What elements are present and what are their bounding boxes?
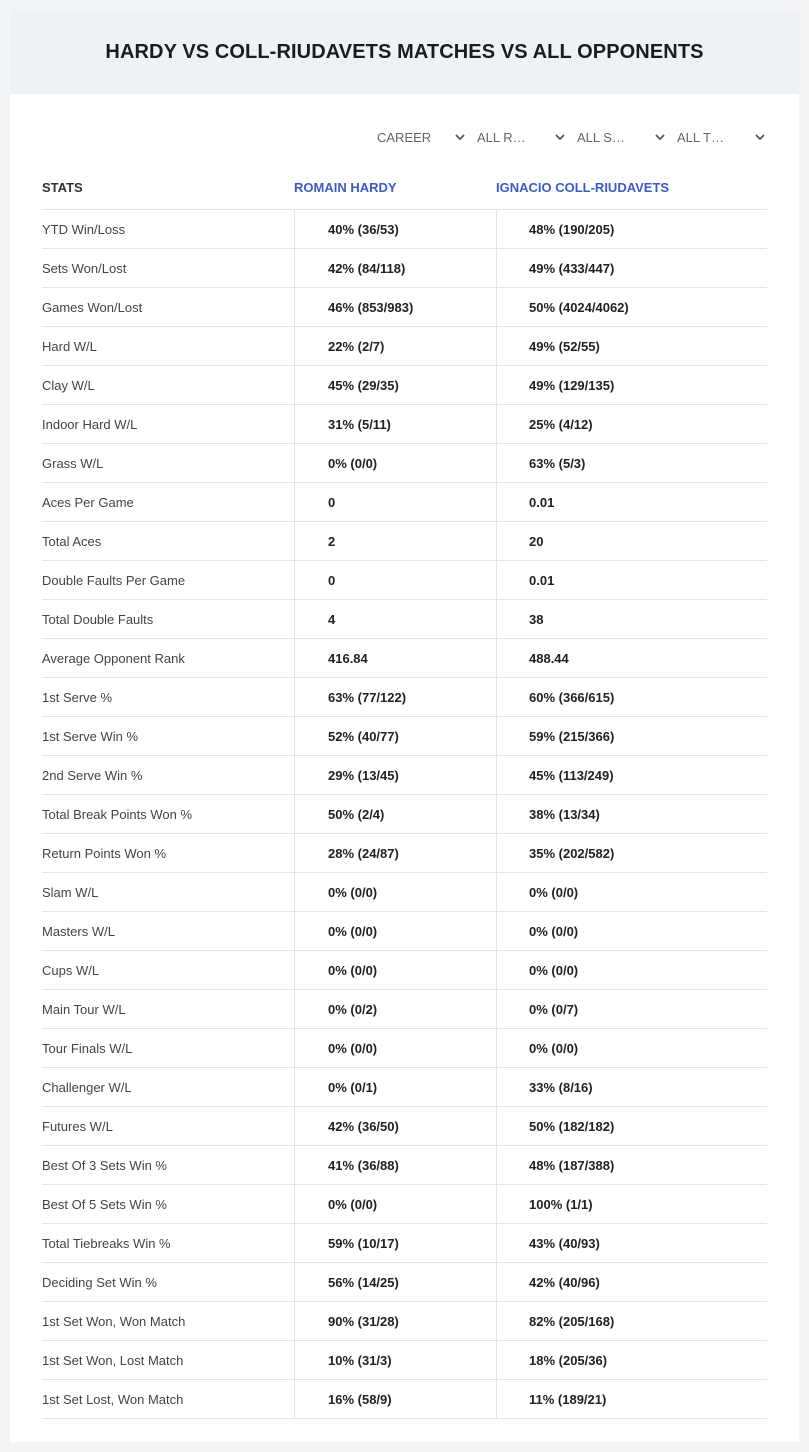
filter-bar <box>367 126 767 148</box>
player1-value: 56% (14/25) <box>294 1263 496 1301</box>
table-row <box>42 1380 767 1419</box>
player2-link[interactable]: IGNACIO COLL-RIUDAVETS <box>496 179 670 195</box>
table-row <box>42 1029 767 1068</box>
filter-surface-select[interactable] <box>577 130 667 145</box>
stat-label: Futures W/L <box>42 1118 113 1134</box>
filter-label: CAREER <box>377 129 432 145</box>
player2-value: 50% (4024/4062) <box>496 288 767 326</box>
player1-value: 0% (0/0) <box>294 912 496 950</box>
table-row <box>42 1341 767 1380</box>
table-row <box>42 405 767 444</box>
player2-value: 0% (0/0) <box>496 1029 767 1067</box>
stat-label: 2nd Serve Win % <box>42 767 143 783</box>
stat-label: Clay W/L <box>42 377 95 393</box>
chevron-down-icon <box>553 130 567 144</box>
filter-period-select[interactable] <box>377 130 467 145</box>
table-row <box>42 1185 767 1224</box>
player1-value: 16% (58/9) <box>294 1380 496 1418</box>
player2-value: 0% (0/0) <box>496 873 767 911</box>
player2-value: 18% (205/36) <box>496 1341 767 1379</box>
stat-label: Best Of 3 Sets Win % <box>42 1157 167 1173</box>
table-row <box>42 756 767 795</box>
table-row <box>42 912 767 951</box>
player2-value: 49% (433/447) <box>496 249 767 287</box>
player2-value: 488.44 <box>496 639 767 677</box>
player1-value: 22% (2/7) <box>294 327 496 365</box>
player2-value: 50% (182/182) <box>496 1107 767 1145</box>
player1-value: 45% (29/35) <box>294 366 496 404</box>
player2-value: 60% (366/615) <box>496 678 767 716</box>
table-body <box>42 210 767 1419</box>
player2-value: 20 <box>496 522 767 560</box>
stat-label: Deciding Set Win % <box>42 1274 157 1290</box>
table-row <box>42 1302 767 1341</box>
table-row <box>42 1068 767 1107</box>
player1-value: 50% (2/4) <box>294 795 496 833</box>
player2-value: 25% (4/12) <box>496 405 767 443</box>
player1-value: 0 <box>294 561 496 599</box>
stat-label: Total Break Points Won % <box>42 806 193 822</box>
filter-label: ALL R… <box>477 129 526 145</box>
table-row <box>42 288 767 327</box>
player2-value: 0.01 <box>496 483 767 521</box>
player1-value: 90% (31/28) <box>294 1302 496 1340</box>
player1-link[interactable]: ROMAIN HARDY <box>294 179 397 195</box>
player1-value: 4 <box>294 600 496 638</box>
player2-value: 48% (187/388) <box>496 1146 767 1184</box>
stat-label: Aces Per Game <box>42 494 134 510</box>
player1-value: 0% (0/0) <box>294 444 496 482</box>
stat-label: Total Double Faults <box>42 611 154 627</box>
table-row <box>42 678 767 717</box>
player2-value: 33% (8/16) <box>496 1068 767 1106</box>
stat-label: Tour Finals W/L <box>42 1040 133 1056</box>
page-header <box>10 10 799 94</box>
player1-value: 59% (10/17) <box>294 1224 496 1262</box>
table-row <box>42 483 767 522</box>
stat-label: Return Points Won % <box>42 845 167 861</box>
filter-tournament-select[interactable] <box>677 130 767 145</box>
chevron-down-icon <box>753 130 767 144</box>
stat-label: Total Aces <box>42 533 102 549</box>
table-row <box>42 951 767 990</box>
player2-value: 38% (13/34) <box>496 795 767 833</box>
page-title: HARDY VS COLL-RIUDAVETS MATCHES VS ALL OPPONENTS <box>105 40 704 63</box>
table-header <box>42 165 767 210</box>
player1-value: 46% (853/983) <box>294 288 496 326</box>
stat-label: 1st Serve Win % <box>42 728 139 744</box>
stat-label: 1st Serve % <box>42 689 113 705</box>
stat-label: Slam W/L <box>42 884 99 900</box>
player1-value: 0% (0/2) <box>294 990 496 1028</box>
player2-value: 49% (129/135) <box>496 366 767 404</box>
chevron-down-icon <box>653 130 667 144</box>
table-row <box>42 1107 767 1146</box>
table-row <box>42 795 767 834</box>
stats-table <box>42 165 767 1419</box>
table-row <box>42 639 767 678</box>
table-row <box>42 522 767 561</box>
chevron-down-icon <box>453 130 467 144</box>
player2-value: 49% (52/55) <box>496 327 767 365</box>
stat-label: YTD Win/Loss <box>42 221 126 237</box>
stat-label: Total Tiebreaks Win % <box>42 1235 171 1251</box>
stat-label: Double Faults Per Game <box>42 572 186 588</box>
table-row <box>42 327 767 366</box>
player1-value: 0% (0/0) <box>294 951 496 989</box>
player2-value: 82% (205/168) <box>496 1302 767 1340</box>
player1-value: 2 <box>294 522 496 560</box>
stats-card <box>10 10 799 1442</box>
player2-value: 43% (40/93) <box>496 1224 767 1262</box>
stat-label: Challenger W/L <box>42 1079 132 1095</box>
player2-value: 48% (190/205) <box>496 210 767 248</box>
player2-value: 38 <box>496 600 767 638</box>
table-row <box>42 873 767 912</box>
table-row <box>42 990 767 1029</box>
stat-label: Grass W/L <box>42 455 104 471</box>
stat-label: Masters W/L <box>42 923 115 939</box>
table-row <box>42 717 767 756</box>
stat-label: Games Won/Lost <box>42 299 143 315</box>
player1-value: 41% (36/88) <box>294 1146 496 1184</box>
table-row <box>42 1263 767 1302</box>
player1-value: 0 <box>294 483 496 521</box>
stat-label: Indoor Hard W/L <box>42 416 138 432</box>
player2-value: 42% (40/96) <box>496 1263 767 1301</box>
stat-label: Best Of 5 Sets Win % <box>42 1196 167 1212</box>
player2-value: 100% (1/1) <box>496 1185 767 1223</box>
player2-value: 0% (0/0) <box>496 951 767 989</box>
table-row <box>42 366 767 405</box>
player2-value: 35% (202/582) <box>496 834 767 872</box>
player1-value: 0% (0/1) <box>294 1068 496 1106</box>
player1-value: 28% (24/87) <box>294 834 496 872</box>
stat-label: Cups W/L <box>42 962 100 978</box>
filter-label: ALL S… <box>577 129 625 145</box>
player1-value: 10% (31/3) <box>294 1341 496 1379</box>
stat-label: 1st Set Won, Lost Match <box>42 1352 184 1368</box>
table-row <box>42 561 767 600</box>
player1-value: 416.84 <box>294 639 496 677</box>
stat-label: 1st Set Lost, Won Match <box>42 1391 184 1407</box>
player1-value: 42% (36/50) <box>294 1107 496 1145</box>
stat-label: Hard W/L <box>42 338 97 354</box>
stats-column-header: STATS <box>42 179 83 195</box>
stat-label: Average Opponent Rank <box>42 650 185 666</box>
player1-value: 0% (0/0) <box>294 873 496 911</box>
filter-label: ALL T… <box>677 129 724 145</box>
table-row <box>42 834 767 873</box>
stat-label: Main Tour W/L <box>42 1001 126 1017</box>
table-row <box>42 1146 767 1185</box>
player2-value: 63% (5/3) <box>496 444 767 482</box>
stat-label: Sets Won/Lost <box>42 260 127 276</box>
player1-value: 40% (36/53) <box>294 210 496 248</box>
player2-value: 45% (113/249) <box>496 756 767 794</box>
player2-value: 0.01 <box>496 561 767 599</box>
table-row <box>42 444 767 483</box>
player1-value: 31% (5/11) <box>294 405 496 443</box>
table-row <box>42 210 767 249</box>
player2-value: 0% (0/0) <box>496 912 767 950</box>
player1-value: 0% (0/0) <box>294 1185 496 1223</box>
player2-value: 59% (215/366) <box>496 717 767 755</box>
table-row <box>42 249 767 288</box>
table-row <box>42 600 767 639</box>
player1-value: 52% (40/77) <box>294 717 496 755</box>
player2-value: 11% (189/21) <box>496 1380 767 1418</box>
player1-value: 0% (0/0) <box>294 1029 496 1067</box>
player1-value: 29% (13/45) <box>294 756 496 794</box>
table-row <box>42 1224 767 1263</box>
filter-round-select[interactable] <box>477 130 567 145</box>
player1-value: 42% (84/118) <box>294 249 496 287</box>
stat-label: 1st Set Won, Won Match <box>42 1313 186 1329</box>
player2-value: 0% (0/7) <box>496 990 767 1028</box>
player1-value: 63% (77/122) <box>294 678 496 716</box>
